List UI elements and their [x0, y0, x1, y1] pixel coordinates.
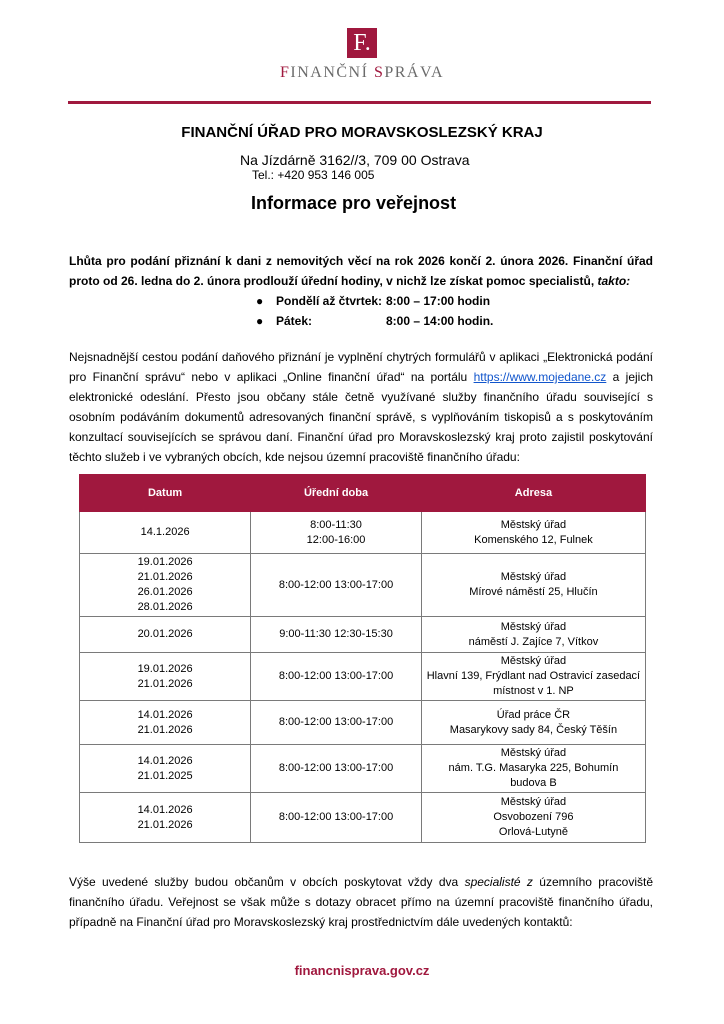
cell-line: 8:00-12:00 13:00-17:00 — [278, 670, 394, 682]
cell-line: 9:00-11:30 12:30-15:30 — [279, 628, 393, 640]
cell-line: nám. T.G. Masaryka 225, Bohumín — [448, 762, 619, 774]
table-row — [80, 701, 646, 745]
cell-hours — [251, 793, 422, 843]
online-filing-paragraph: Nejsnadnější cestou podání daňového přiznání je vyplnění chytrých formulářů v aplikaci „Elektronická podání pro Finanční správu“ nebo v aplikaci „Online finanční úřad“ na portálu https://www.mojedane.cz a jejich elektronické odeslání. Přesto jsou občany stále četně využívané služby finančního úřadu související s osobním podáváním dokumentů adresovaných finanční správě, s vyplňováním tiskopisů a s poskytováním konzultací souvisejících se správou daní. Finanční úřad pro Moravskoslezský kraj proto zajistil poskytování těchto služeb i ve vybraných obcích, kde nejsou územní pracoviště finančního úřadu: — [69, 350, 654, 464]
cell-line: náměstí J. Zajíce 7, Vítkov — [468, 635, 599, 648]
cell-address — [421, 745, 645, 793]
cell-line: Městský úřad — [500, 620, 567, 633]
table-row — [80, 512, 646, 554]
cell-line: Mírové náměstí 25, Hlučín — [469, 586, 598, 598]
footer-website: financnisprava.gov.cz — [294, 963, 430, 978]
cell-line: 14.01.2026 — [137, 708, 193, 721]
cell-address — [421, 554, 645, 617]
cell-line: Osvobození 796 — [493, 811, 574, 823]
cell-line: 20.01.2026 — [137, 628, 193, 640]
logo — [0, 28, 724, 82]
table-header-row — [80, 475, 646, 512]
page-title: Informace pro veřejnost — [251, 193, 457, 213]
cell-date — [80, 554, 251, 617]
column-header-hours: Úřední doba — [251, 475, 422, 512]
cell-line: 8:00-12:00 13:00-17:00 — [278, 716, 394, 728]
cell-hours — [251, 745, 422, 793]
office-phone: Tel.: +420 953 146 005 — [252, 168, 375, 182]
cell-date — [80, 512, 251, 554]
cell-line: 12:00-16:00 — [306, 533, 366, 546]
cell-line: 21.01.2026 — [137, 571, 193, 583]
header-divider — [68, 101, 651, 104]
cell-line: Hlavní 139, Frýdlant nad Ostravicí zasedací — [426, 670, 641, 682]
cell-line: 19.01.2026 — [137, 662, 193, 675]
cell-line: 8:00-12:00 13:00-17:00 — [278, 811, 394, 823]
cell-address — [421, 701, 645, 745]
cell-date — [80, 745, 251, 793]
cell-date — [80, 653, 251, 701]
office-name: FINANČNÍ ÚŘAD PRO MORAVSKOSLEZSKÝ KRAJ — [181, 124, 543, 141]
cell-line: 8:00-12:00 13:00-17:00 — [278, 762, 394, 774]
column-header-date: Datum — [80, 475, 251, 512]
table-row — [80, 793, 646, 843]
cell-line: Městský úřad — [500, 655, 567, 667]
cell-date — [80, 701, 251, 745]
cell-line: 14.01.2026 — [137, 803, 193, 816]
schedule-table — [79, 474, 646, 843]
cell-hours — [251, 554, 422, 617]
table-row — [80, 554, 646, 617]
logo-text: FINANČNÍ SPRÁVA — [279, 64, 445, 81]
cell-line: 21.01.2026 — [137, 818, 193, 831]
cell-line: Městský úřad — [500, 796, 567, 808]
cell-address — [421, 793, 645, 843]
cell-address — [421, 653, 645, 701]
cell-address — [421, 617, 645, 653]
table-row — [80, 745, 646, 793]
logo-mark: F. — [347, 28, 377, 58]
cell-line: 28.01.2026 — [137, 601, 193, 613]
mojedane-link[interactable]: https://www.mojedane.cz — [473, 370, 607, 384]
cell-line: budova B — [510, 777, 557, 789]
cell-line: Úřad práce ČR — [496, 708, 571, 721]
bullet-icon: ● — [256, 314, 264, 328]
cell-address — [421, 512, 645, 554]
cell-line: Komenského 12, Fulnek — [474, 533, 593, 546]
cell-line: 21.01.2026 — [137, 677, 193, 690]
cell-line: 8:00-11:30 — [310, 518, 362, 531]
bullet-icon: ● — [256, 294, 264, 308]
cell-date — [80, 793, 251, 843]
cell-line: Orlová-Lutyně — [498, 826, 568, 838]
cell-line: 14.1.2026 — [140, 526, 190, 538]
cell-line: Městský úřad — [500, 518, 567, 531]
cell-line: 21.01.2025 — [137, 769, 193, 782]
cell-hours — [251, 512, 422, 554]
cell-line: 19.01.2026 — [137, 556, 193, 568]
table-row — [80, 653, 646, 701]
cell-hours — [251, 653, 422, 701]
office-address: Na Jízdárně 3162//3, 709 00 Ostrava — [240, 152, 470, 168]
cell-line: Masarykovy sady 84, Český Těšín — [449, 723, 618, 736]
cell-hours — [251, 701, 422, 745]
cell-line: 26.01.2026 — [137, 586, 193, 598]
cell-line: Městský úřad — [500, 571, 567, 583]
cell-hours — [251, 617, 422, 653]
table-body — [80, 512, 646, 843]
cell-date — [80, 617, 251, 653]
closing-paragraph: Výše uvedené služby budou občanům v obcích poskytovat vždy dva specialisté z územního pracoviště finančního úřadu. Veřejnost se však může s dotazy obracet přímo na územní pracoviště finančního úřadu, případně na Finanční úřad pro Moravskoslezský kraj prostřednictvím dále uvedených kontaktů: — [69, 875, 653, 929]
cell-line: 21.01.2026 — [137, 723, 193, 736]
intro-paragraph: Lhůta pro podání přiznání k dani z nemovitých věcí na rok 2026 končí 2. února 2026. Finanční úřad proto od 26. ledna do 2. února prodlouží úřední hodiny, v nichž lze získat pomoc specialistů, takto: — [69, 254, 653, 288]
column-header-address: Adresa — [421, 475, 645, 512]
cell-line: 14.01.2026 — [137, 754, 193, 767]
cell-line: Městský úřad — [500, 747, 567, 759]
cell-line: 8:00-12:00 13:00-17:00 — [278, 578, 394, 591]
table-row — [80, 617, 646, 653]
cell-line: místnost v 1. NP — [493, 685, 574, 697]
